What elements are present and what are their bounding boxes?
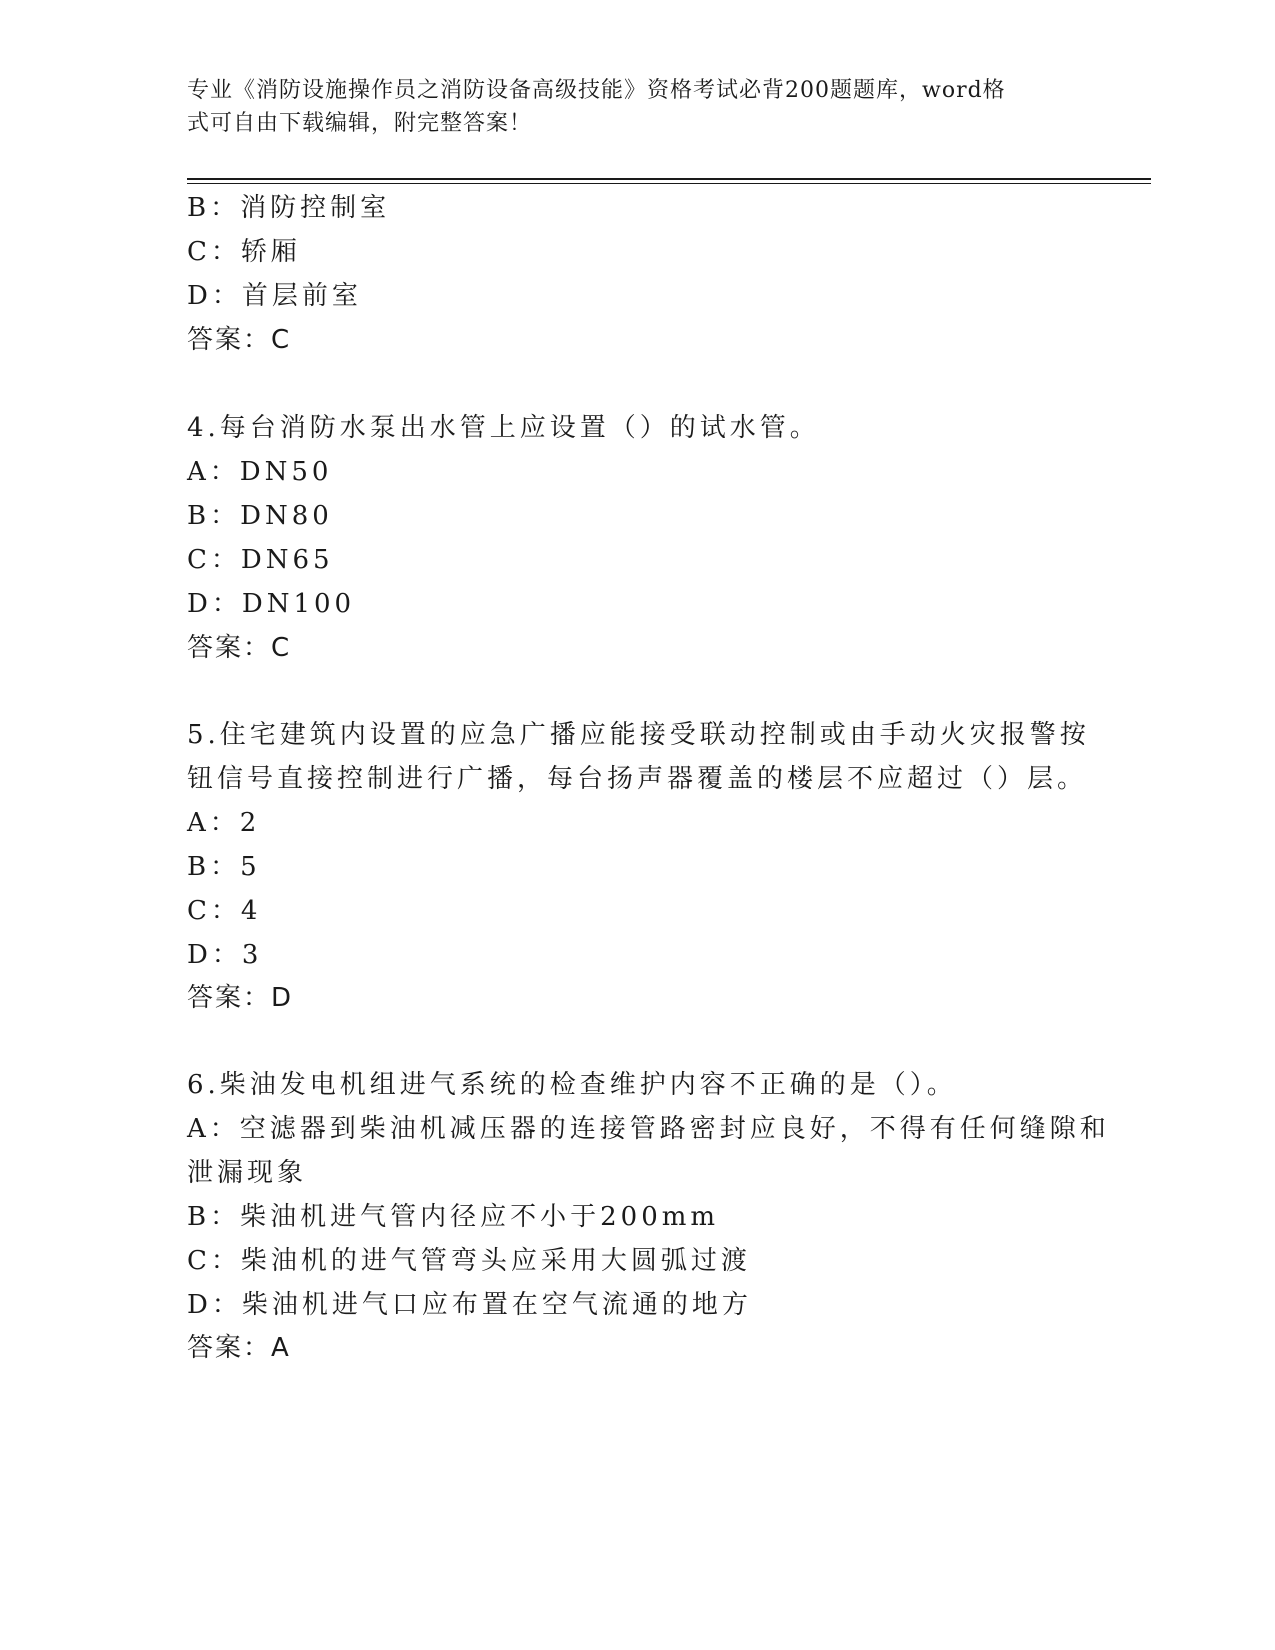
q4-option-a: A：DN50: [187, 457, 333, 487]
q5-option-b: B：5: [187, 852, 261, 882]
q5-option-a: A：2: [187, 808, 261, 838]
q6-option-a-line-2: 泄漏现象: [187, 1158, 308, 1188]
q3-option-c: C：轿厢: [187, 237, 301, 267]
q4-option-d: D：DN100: [187, 589, 356, 619]
q6-option-d: D：柴油机进气口应布置在空气流通的地方: [187, 1290, 752, 1320]
q6-option-a-line-1: A：空滤器到柴油机减压器的连接管路密封应良好，不得有任何缝隙和: [187, 1114, 1110, 1144]
q6-stem: 6.柴油发电机组进气系统的检查维护内容不正确的是（）。: [187, 1070, 957, 1100]
q5-stem-line-2: 钮信号直接控制进行广播，每台扬声器覆盖的楼层不应超过（）层。: [187, 764, 1088, 794]
q6-answer: 答案：A: [187, 1333, 291, 1363]
document-header: [187, 74, 1067, 140]
q4-stem: 4.每台消防水泵出水管上应设置（）的试水管。: [187, 413, 820, 443]
q3-option-d: D：首层前室: [187, 281, 362, 311]
q4-option-b: B：DN80: [187, 501, 333, 531]
header-line-2: 式可自由下载编辑，附完整答案！: [187, 111, 533, 136]
q6-option-c: C：柴油机的进气管弯头应采用大圆弧过渡: [187, 1246, 751, 1276]
q4-option-c: C：DN65: [187, 545, 334, 575]
q3-answer: 答案：C: [187, 325, 292, 355]
q4-answer: 答案：C: [187, 633, 292, 663]
q6-option-b: B：柴油机进气管内径应不小于200mm: [187, 1202, 720, 1232]
q3-option-b: B：消防控制室: [187, 193, 391, 223]
header-rule-thin: [187, 183, 1151, 184]
header-line-1: 专业《消防设施操作员之消防设备高级技能》资格考试必背200题题库，word格: [187, 78, 1006, 103]
q5-option-d: D：3: [187, 940, 263, 970]
q5-option-c: C：4: [187, 896, 262, 926]
q5-answer: 答案：D: [187, 983, 294, 1013]
q5-stem-line-1: 5.住宅建筑内设置的应急广播应能接受联动控制或由手动火灾报警按: [187, 720, 1090, 750]
header-rule-thick: [187, 178, 1151, 180]
